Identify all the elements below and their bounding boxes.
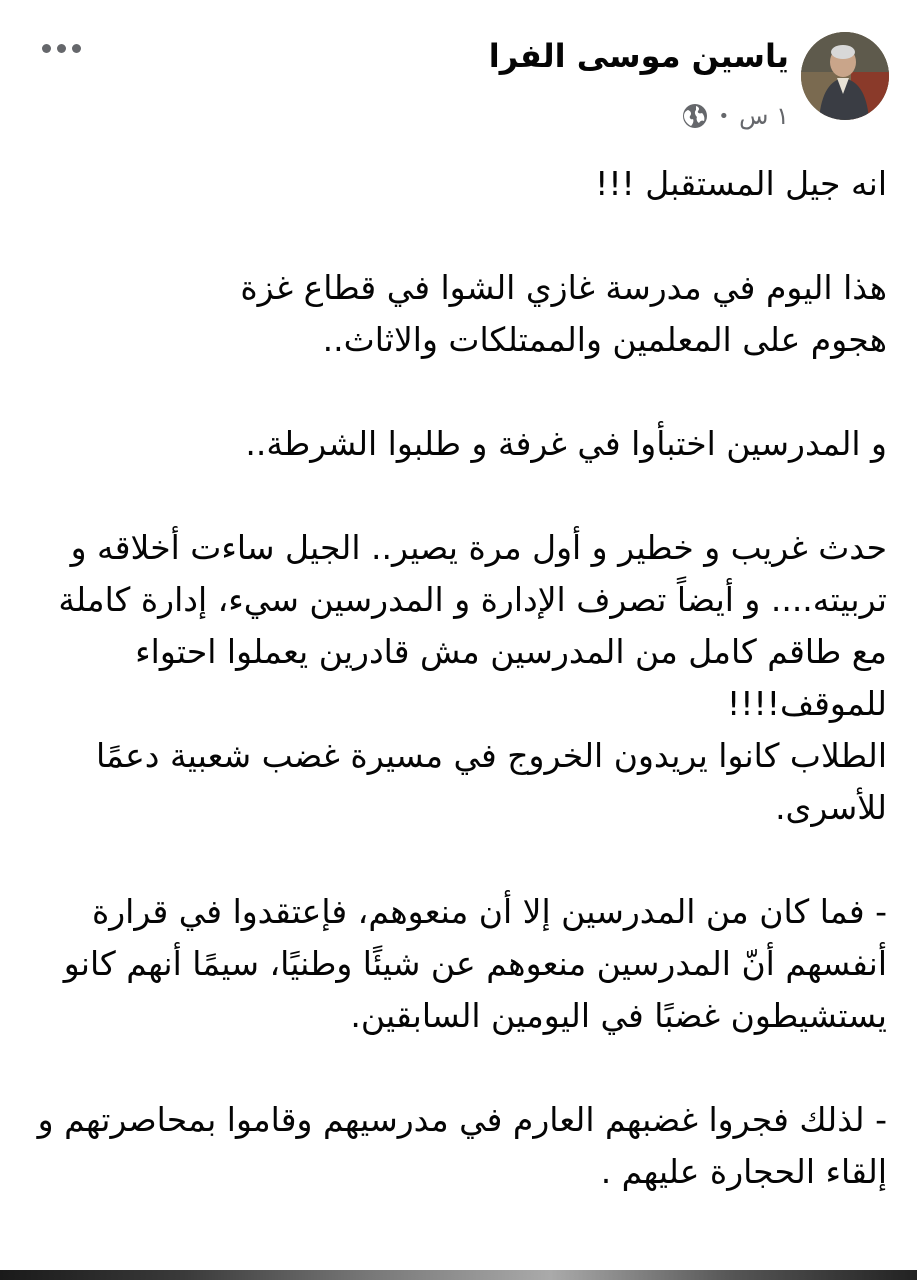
bottom-edge <box>0 1270 917 1280</box>
more-options-icon-dot <box>72 44 81 53</box>
meta-separator: • <box>718 105 730 127</box>
more-options-icon <box>42 44 51 53</box>
post-meta <box>681 98 789 134</box>
avatar[interactable] <box>801 32 889 120</box>
more-options-button[interactable] <box>36 30 86 66</box>
globe-icon[interactable] <box>681 102 709 130</box>
avatar-photo <box>801 32 889 120</box>
post-paragraph: - فما كان من المدرسين إلا أن منعوهم، فإعتقدوا في قرارة أنفسهم أنّ المدرسين منعوهم عن شيئًا وطنيًا، سيمًا أنهم كانو يستشيطون غضبًا في اليومين السابقين. <box>63 892 887 1035</box>
post-paragraph: انه جيل المستقبل !!! <box>595 164 887 203</box>
post-body <box>27 158 887 1198</box>
post-paragraph: - لذلك فجروا غضبهم العارم في مدرسيهم وقاموا بمحاصرتهم و إلقاء الحجارة عليهم . <box>37 1100 887 1191</box>
post-paragraph: هذا اليوم في مدرسة غازي الشوا في قطاع غزة هجوم على المعلمين والممتلكات والاثاث.. <box>240 268 887 359</box>
post-paragraph: و المدرسين اختبأوا في غرفة و طلبوا الشرطة.. <box>245 424 887 463</box>
post-paragraph: حدث غريب و خطير و أول مرة يصير.. الجيل ساءت أخلاقه و تربيته.... و أيضاً تصرف الإدارة و المدرسين سيء، إدارة كاملة مع طاقم كامل من المدرسين مش قادرين يعملوا احتواء للموقف!!!! الطلاب كانوا يريدون الخروج في مسيرة غضب شعبية دعمًا للأسرى. <box>58 528 887 827</box>
more-options-icon-dot <box>57 44 66 53</box>
author-name[interactable]: ياسين موسى الفرا <box>488 37 789 75</box>
post-time[interactable]: ١ س <box>739 102 789 130</box>
